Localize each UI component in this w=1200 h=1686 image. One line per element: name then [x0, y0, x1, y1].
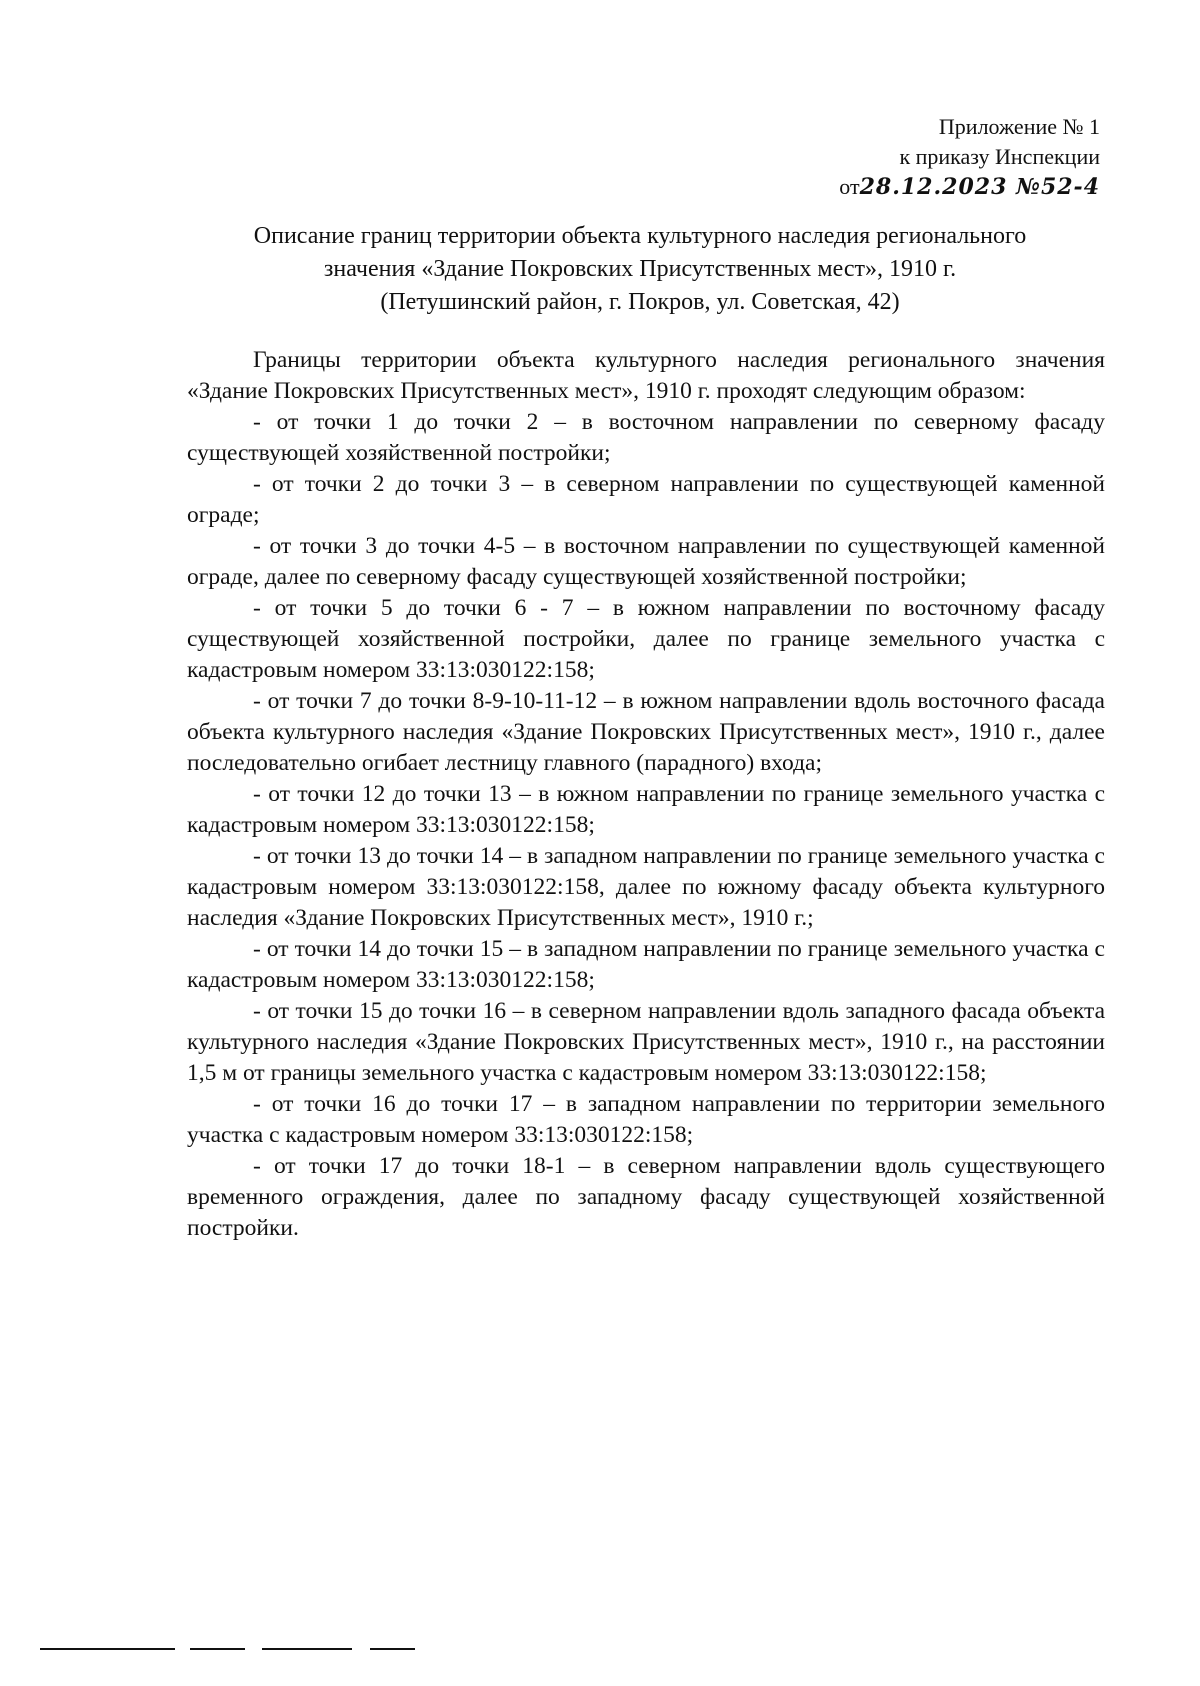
annex-date-prefix: от [839, 174, 860, 199]
document-body [187, 345, 1105, 1244]
footer-scan-line [370, 1648, 415, 1650]
annex-header [680, 112, 1100, 202]
boundary-segment-3-5: - от точки 3 до точки 4-5 – в восточном направлении по существующей каменной ограде, далее по северному фасаду существующей хозяйственной постройки; [187, 533, 1105, 590]
intro-paragraph: Границы территории объекта культурного наследия регионального значения «Здание Покровских Присутственных мест», 1910 г. проходят следующим образом: [187, 347, 1105, 404]
boundary-segment-5-7: - от точки 5 до точки 6 - 7 – в южном направлении по восточному фасаду существующей хозяйственной постройки, далее по границе земельного участка с кадастровым номером 33:13:030122:158; [187, 595, 1105, 683]
boundary-segment-14-15: - от точки 14 до точки 15 – в западном направлении по границе земельного участка с кадастровым номером 33:13:030122:158; [187, 936, 1105, 993]
document-title [190, 220, 1090, 319]
title-line-3: (Петушинский район, г. Покров, ул. Советская, 42) [380, 289, 900, 315]
boundary-segment-2-3: - от точки 2 до точки 3 – в северном направлении по существующей каменной ограде; [187, 471, 1105, 528]
footer-scan-line [190, 1648, 245, 1650]
boundary-segment-7-12: - от точки 7 до точки 8-9-10-11-12 – в южном направлении вдоль восточного фасада объекта культурного наследия «Здание Покровских Присутственных мест», 1910 г., далее последовательно огибает лестницу главного (парадного) входа; [187, 688, 1105, 776]
annex-order-reference: к приказу Инспекции [899, 144, 1100, 169]
title-line-1: Описание границ территории объекта культурного наследия регионального [253, 223, 1027, 249]
handwritten-date-number: 28.12.2023 №52-4 [859, 174, 1100, 200]
boundary-segment-12-13: - от точки 12 до точки 13 – в южном направлении по границе земельного участка с кадастровым номером 33:13:030122:158; [187, 781, 1105, 838]
boundary-segment-17-1: - от точки 17 до точки 18-1 – в северном направлении вдоль существующего временного ограждения, далее по западному фасаду существующей хозяйственной постройки. [187, 1153, 1105, 1241]
boundary-segment-1-2: - от точки 1 до точки 2 – в восточном направлении по северному фасаду существующей хозяйственной постройки; [187, 409, 1105, 466]
title-line-2: значения «Здание Покровских Присутственных мест», 1910 г. [323, 256, 957, 282]
annex-number: Приложение № 1 [938, 114, 1100, 139]
footer-scan-line [40, 1648, 175, 1650]
footer-scan-line [262, 1648, 352, 1650]
boundary-segment-13-14: - от точки 13 до точки 14 – в западном направлении по границе земельного участка с кадастровым номером 33:13:030122:158, далее по южному фасаду объекта культурного наследия «Здание Покровских Присутственных мест», 1910 г.; [187, 843, 1105, 931]
boundary-segment-16-17: - от точки 16 до точки 17 – в западном направлении по территории земельного участка с кадастровым номером 33:13:030122:158; [187, 1091, 1105, 1148]
annex-date-line [680, 172, 1100, 202]
boundary-segment-15-16: - от точки 15 до точки 16 – в северном направлении вдоль западного фасада объекта культурного наследия «Здание Покровских Присутственных мест», 1910 г., на расстоянии 1,5 м от границы земельного участка с кадастровым номером 33:13:030122:158; [187, 998, 1105, 1086]
